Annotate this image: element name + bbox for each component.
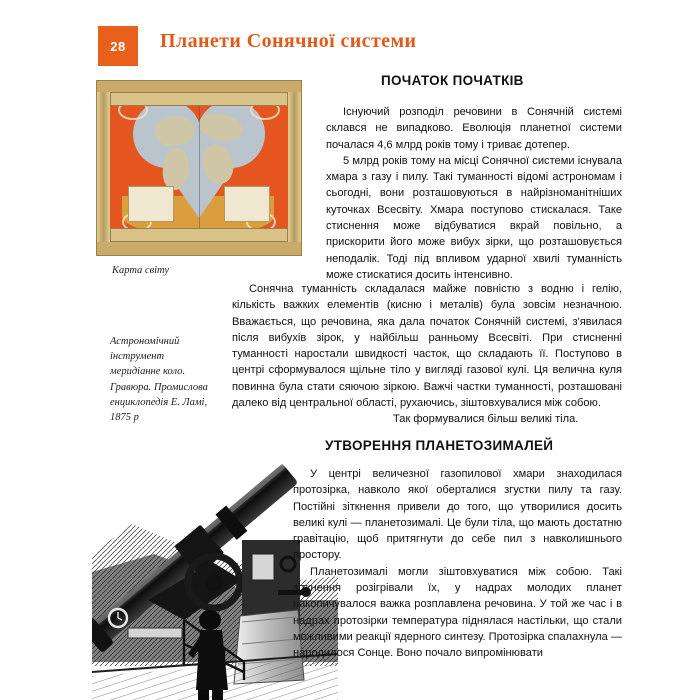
map-border-column-left: [97, 92, 110, 242]
telescope-caption: Астрономічний інструмент меридіанне коло. Гравюра. Промислова енциклопедія Е. Ламі, 1875 р: [110, 336, 208, 424]
side-table: [128, 628, 182, 638]
section-heading-2: УТВОРЕННЯ ПЛАНЕТОЗИМАЛЕЙ: [325, 438, 554, 453]
map-border-band-top: [110, 92, 288, 106]
paragraph: Так формувалися більш великі тіла.: [393, 413, 579, 426]
paragraph: Планетозималі могли зіштовхуватися між собою. Такі зіткнення розігрівали їх, у надрах молодих планет накопичувалося важка розплавлена речовина. У той же час і в надрах протозірки температура піднялася настільки, що стали можливими реакції ядерного синтезу. Протозірка спалахнула — народилося Сонце. Воно почало випромінювати: [293, 565, 622, 660]
map-ornate-frame: [96, 80, 302, 256]
page-header: [0, 26, 700, 68]
map-border-column-right: [288, 92, 301, 242]
section-heading-1: ПОЧАТОК ПОЧАТКІВ: [381, 73, 524, 88]
body-column-middle: [232, 281, 622, 428]
running-title: Планети Сонячної системи: [160, 30, 417, 52]
paragraph: У центрі величезної газопилової хмари знаходилася протозірка, навколо якої оберталися згустки пилу та газу. Постійні зіткнення привели до того, що утворилися досить великі кулі — планетозималі. Це були тіла, що мають достатню гравітацію, щоб притягнути до себе пил з навколишнього простору.: [293, 468, 622, 562]
map-cartouche-left: [128, 186, 174, 222]
paragraph: Сонячна туманність складалася майже повністю з водню і гелію, кількість важких елементів (кисню і металів) була зовсім незначною. Вважається, що речовина, яка дала початок Сонячній системі, з'явилася після вибухів зірок, у найбільш ранньому Всесвіті. При стисненні туманності наростали швидкості часток, що складають її. Поступово в центрі сформувалося щільне тіло у вигляді газової кулі. Ця велична куля повинна була стати сяючою зіркою. Важчі частки туманності, розташовані далеко від центральної області, рухаючись, зіштовхувалися між собою.: [232, 283, 622, 410]
map-caption: Карта світу: [112, 265, 170, 276]
map-border-band-bottom: [110, 228, 288, 242]
body-column-top: [326, 104, 622, 283]
paragraph: Існуючий розподіл речовини в Сонячній системі склався не випадково. Еволюція планетної системи почалася 4,6 млрд років тому і триває дотепер.: [326, 106, 622, 151]
body-column-bottom: [293, 466, 622, 662]
map-meridian-line: [199, 106, 200, 228]
paragraph: 5 млрд років тому на місці Сонячної системи існувала хмара з газу і пилу. Такі туманності відомі астрономам і сьогодні, вони розташовуються в найрізноманітніших куточках Всесвіту. Хмара поступово стискалася. Таке стиснення може відбуватися вкрай повільно, а прискорити його може вибух зірки, що розташовується неподалік. Тоді під впливом ударної хвилі туманність може стискатися досить інтенсивно.: [326, 154, 622, 281]
map-canvas: [110, 92, 288, 242]
page-number-badge: 28: [98, 26, 138, 66]
map-cartouche-right: [224, 186, 270, 222]
world-map-figure: [96, 80, 302, 256]
